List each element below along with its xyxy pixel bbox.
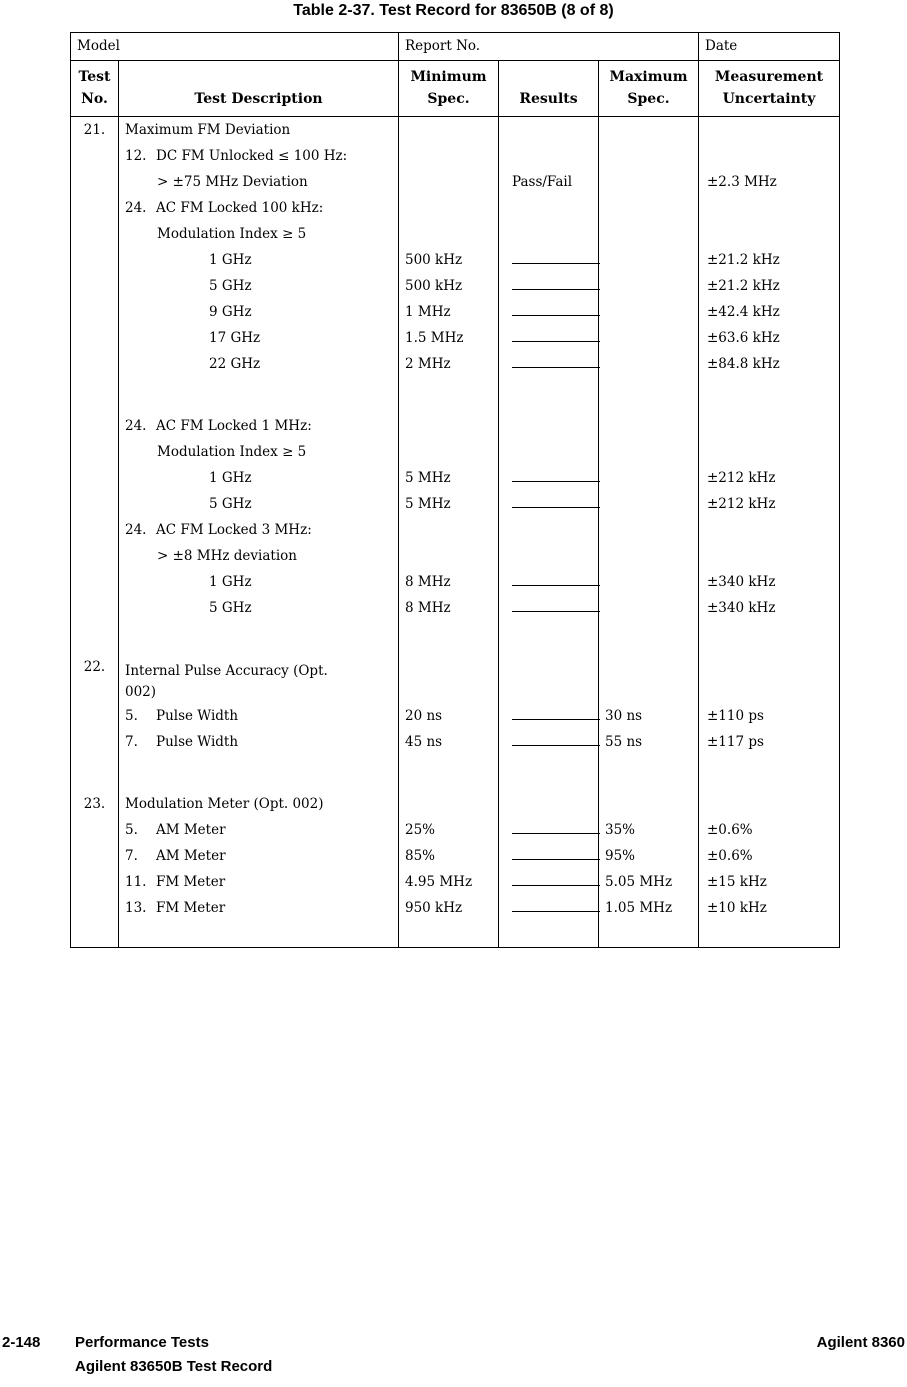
cell-uncertainty: ±0.6% (707, 848, 753, 864)
cell-test-no (71, 569, 119, 595)
table-spacer-row (71, 921, 839, 947)
cell-min-spec: 500 kHz (399, 247, 499, 273)
cell-uncertainty (699, 543, 839, 569)
cell-min-spec: 5 MHz (399, 465, 499, 491)
cell-description (119, 517, 399, 543)
cell-results (499, 517, 599, 543)
cell-max-spec: 5.05 MHz (599, 869, 699, 895)
cell-min-spec (399, 621, 499, 657)
description-text: Internal Pulse Accuracy (Opt. 002) (125, 663, 328, 700)
header-line: Test (78, 69, 111, 85)
cell-description (119, 439, 399, 465)
result-blank-line (512, 595, 600, 612)
cell-description (119, 491, 399, 517)
cell-uncertainty: ±21.2 kHz (707, 252, 780, 268)
table-row (71, 895, 839, 921)
cell-results (499, 895, 599, 921)
cell-test-no (71, 543, 119, 569)
cell-description (119, 755, 399, 791)
cell-results (499, 195, 599, 221)
cell-results (499, 569, 599, 595)
table-row (71, 817, 839, 843)
column-header-uncertainty (699, 61, 839, 116)
cell-min-spec (399, 921, 499, 947)
cell-uncertainty: ±340 kHz (707, 600, 776, 616)
result-blank-line (512, 569, 600, 586)
header-line: Spec. (627, 91, 670, 107)
cell-max-spec (599, 755, 699, 791)
cell-description (119, 273, 399, 299)
sub-item-number: 24. (125, 418, 147, 434)
footer-right: Agilent 8360 (816, 1334, 905, 1351)
cell-uncertainty (699, 791, 839, 817)
column-header-row (71, 61, 839, 117)
cell-description (119, 569, 399, 595)
sub-item-number: 5. (125, 822, 138, 838)
cell-test-no (71, 169, 119, 195)
footer-subsection: Agilent 83650B Test Record (75, 1358, 273, 1375)
table-row (71, 543, 839, 569)
cell-test-no: 21. (71, 117, 119, 143)
cell-min-spec: 1.5 MHz (399, 325, 499, 351)
sub-item-number: 11. (125, 874, 147, 890)
cell-results (499, 325, 599, 351)
cell-description (119, 117, 399, 143)
description-text: 1 GHz (209, 470, 252, 486)
cell-results (499, 351, 599, 377)
cell-description (119, 143, 399, 169)
cell-uncertainty (699, 439, 839, 465)
cell-results (499, 299, 599, 325)
description-text: AC FM Locked 3 MHz: (156, 522, 312, 538)
cell-min-spec (399, 377, 499, 413)
cell-uncertainty: ±84.8 kHz (707, 356, 780, 372)
page-title: Table 2-37. Test Record for 83650B (8 of 8) (293, 2, 614, 19)
cell-max-spec: 35% (599, 817, 699, 843)
cell-test-no (71, 621, 119, 657)
cell-results (499, 729, 599, 755)
cell-test-no (71, 195, 119, 221)
footer-section: Performance Tests (75, 1334, 209, 1351)
cell-results (499, 543, 599, 569)
description-text: FM Meter (156, 874, 226, 890)
cell-min-spec (399, 439, 499, 465)
result-blank-line (512, 491, 600, 508)
cell-uncertainty: ±63.6 kHz (707, 330, 780, 346)
cell-test-no (71, 755, 119, 791)
cell-results (499, 869, 599, 895)
sub-item-number: 12. (125, 148, 147, 164)
cell-max-spec (599, 195, 699, 221)
sub-item-number: 24. (125, 522, 147, 538)
cell-uncertainty (699, 517, 839, 543)
column-header-min-spec (399, 61, 499, 116)
sub-item-number: 24. (125, 200, 147, 216)
cell-results (499, 377, 599, 413)
cell-description (119, 843, 399, 869)
cell-max-spec (599, 517, 699, 543)
cell-description (119, 703, 399, 729)
cell-min-spec: 2 MHz (399, 351, 499, 377)
cell-max-spec (599, 543, 699, 569)
description-text: 5 GHz (209, 496, 252, 512)
cell-uncertainty (699, 621, 839, 657)
cell-uncertainty (699, 413, 839, 439)
cell-max-spec (599, 377, 699, 413)
cell-results (499, 791, 599, 817)
cell-description (119, 169, 399, 195)
column-header-description (119, 61, 399, 116)
cell-description (119, 869, 399, 895)
cell-results (499, 621, 599, 657)
header-line: No. (81, 91, 108, 107)
cell-test-no (71, 351, 119, 377)
cell-test-no (71, 895, 119, 921)
cell-uncertainty: ±212 kHz (707, 470, 776, 486)
cell-max-spec: 1.05 MHz (599, 895, 699, 921)
cell-test-no (71, 325, 119, 351)
cell-uncertainty: ±10 kHz (707, 900, 767, 916)
cell-min-spec (399, 169, 499, 195)
test-record-table (70, 32, 840, 948)
table-spacer-row (71, 377, 839, 413)
table-row (71, 351, 839, 377)
cell-test-no (71, 143, 119, 169)
cell-description (119, 465, 399, 491)
cell-max-spec (599, 221, 699, 247)
table-row (71, 729, 839, 755)
result-blank-line (512, 703, 600, 720)
cell-results (499, 413, 599, 439)
cell-description (119, 195, 399, 221)
cell-test-no (71, 595, 119, 621)
cell-max-spec (599, 351, 699, 377)
cell-description (119, 895, 399, 921)
header-line: Test Description (194, 91, 323, 107)
cell-max-spec (599, 325, 699, 351)
description-text: > ±8 MHz deviation (157, 548, 297, 564)
cell-test-no (71, 465, 119, 491)
footer-line-1 (0, 1332, 907, 1353)
cell-description (119, 247, 399, 273)
result-blank-line (512, 299, 600, 316)
table-row (71, 439, 839, 465)
header-line: Results (519, 91, 578, 107)
table-row (71, 195, 839, 221)
table-row (71, 491, 839, 517)
cell-min-spec (399, 791, 499, 817)
table-row (71, 221, 839, 247)
table-row (71, 413, 839, 439)
table-row (71, 465, 839, 491)
result-blank-line (512, 465, 600, 482)
cell-min-spec: 45 ns (399, 729, 499, 755)
result-blank-line (512, 895, 600, 912)
cell-results (499, 657, 599, 703)
cell-description (119, 657, 399, 703)
result-blank-line (512, 273, 600, 290)
cell-uncertainty (699, 377, 839, 413)
cell-min-spec: 950 kHz (399, 895, 499, 921)
cell-max-spec (599, 595, 699, 621)
cell-max-spec (599, 621, 699, 657)
cell-results (499, 273, 599, 299)
table-row (71, 273, 839, 299)
column-header-test-no (71, 61, 119, 116)
description-text: 1 GHz (209, 252, 252, 268)
cell-min-spec (399, 413, 499, 439)
cell-uncertainty (699, 755, 839, 791)
table-row (71, 869, 839, 895)
cell-results (499, 921, 599, 947)
description-text: AC FM Locked 100 kHz: (156, 200, 324, 216)
result-blank-line (512, 325, 600, 342)
result-blank-line (512, 869, 600, 886)
cell-max-spec (599, 273, 699, 299)
cell-max-spec (599, 117, 699, 143)
cell-test-no (71, 729, 119, 755)
cell-description (119, 621, 399, 657)
cell-results (499, 755, 599, 791)
cell-description (119, 299, 399, 325)
cell-results (499, 117, 599, 143)
cell-test-no (71, 413, 119, 439)
cell-min-spec (399, 143, 499, 169)
description-text: Modulation Meter (Opt. 002) (125, 796, 324, 812)
sub-item-number: 13. (125, 900, 147, 916)
cell-max-spec (599, 791, 699, 817)
cell-min-spec (399, 517, 499, 543)
cell-min-spec (399, 221, 499, 247)
cell-max-spec (599, 247, 699, 273)
cell-min-spec (399, 657, 499, 703)
cell-min-spec: 1 MHz (399, 299, 499, 325)
cell-uncertainty: ±15 kHz (707, 874, 767, 890)
description-text: Modulation Index ≥ 5 (157, 444, 307, 460)
cell-uncertainty (699, 143, 839, 169)
cell-min-spec: 85% (399, 843, 499, 869)
cell-uncertainty: ±42.4 kHz (707, 304, 780, 320)
cell-results (499, 703, 599, 729)
cell-test-no (71, 491, 119, 517)
cell-description (119, 729, 399, 755)
cell-description (119, 543, 399, 569)
cell-test-no (71, 869, 119, 895)
header-line: Minimum (410, 69, 487, 85)
description-text: FM Meter (156, 900, 226, 916)
cell-min-spec: 4.95 MHz (399, 869, 499, 895)
meta-header-row (71, 33, 839, 61)
cell-results (499, 247, 599, 273)
table-spacer-row (71, 755, 839, 791)
cell-uncertainty: ±0.6% (707, 822, 753, 838)
table-row (71, 325, 839, 351)
cell-uncertainty (699, 195, 839, 221)
cell-test-no (71, 221, 119, 247)
cell-test-no: 22. (71, 657, 119, 703)
sub-item-number: 7. (125, 848, 138, 864)
header-line (119, 66, 398, 88)
cell-uncertainty: ±117 ps (707, 734, 764, 750)
cell-max-spec (599, 465, 699, 491)
cell-description (119, 791, 399, 817)
cell-description (119, 221, 399, 247)
table-row (71, 791, 839, 817)
cell-results (499, 817, 599, 843)
column-header-max-spec (599, 61, 699, 116)
cell-min-spec (399, 117, 499, 143)
header-line: Measurement (714, 69, 824, 85)
cell-test-no (71, 843, 119, 869)
cell-results (499, 843, 599, 869)
table-body (71, 117, 839, 947)
header-line (499, 66, 598, 88)
table-row (71, 117, 839, 143)
cell-results (499, 491, 599, 517)
table-row (71, 247, 839, 273)
result-blank-line (512, 817, 600, 834)
cell-max-spec: 30 ns (599, 703, 699, 729)
cell-max-spec (599, 439, 699, 465)
table-row (71, 657, 839, 703)
table-row (71, 703, 839, 729)
description-text: AM Meter (156, 848, 226, 864)
cell-test-no (71, 247, 119, 273)
table-row (71, 843, 839, 869)
description-text: DC FM Unlocked ≤ 100 Hz: (156, 148, 348, 164)
cell-uncertainty: ±212 kHz (707, 496, 776, 512)
table-spacer-row (71, 621, 839, 657)
page-number: 2-148 (2, 1334, 41, 1351)
cell-min-spec (399, 543, 499, 569)
header-line: Spec. (427, 91, 470, 107)
description-text: Modulation Index ≥ 5 (157, 226, 307, 242)
result-blank-line (512, 351, 600, 368)
cell-description (119, 595, 399, 621)
cell-min-spec: 8 MHz (399, 569, 499, 595)
cell-max-spec (599, 491, 699, 517)
cell-min-spec: 20 ns (399, 703, 499, 729)
cell-min-spec: 25% (399, 817, 499, 843)
cell-min-spec (399, 195, 499, 221)
cell-min-spec: 5 MHz (399, 491, 499, 517)
description-text: 1 GHz (209, 574, 252, 590)
sub-item-number: 7. (125, 734, 138, 750)
page-footer (0, 1332, 907, 1377)
table-row (71, 169, 839, 195)
cell-test-no: 23. (71, 791, 119, 817)
table-row (71, 595, 839, 621)
cell-test-no (71, 439, 119, 465)
cell-max-spec (599, 143, 699, 169)
cell-test-no (71, 703, 119, 729)
table-row (71, 299, 839, 325)
cell-max-spec: 95% (599, 843, 699, 869)
description-text: 9 GHz (209, 304, 252, 320)
description-text: > ±75 MHz Deviation (157, 174, 308, 190)
cell-uncertainty: ±340 kHz (707, 574, 776, 590)
cell-min-spec: 500 kHz (399, 273, 499, 299)
cell-results (499, 465, 599, 491)
cell-description (119, 413, 399, 439)
cell-description (119, 921, 399, 947)
result-blank-line (512, 729, 600, 746)
cell-max-spec (599, 657, 699, 703)
cell-uncertainty: ±110 ps (707, 708, 764, 724)
cell-results (499, 221, 599, 247)
meta-cell-date: Date (705, 38, 738, 54)
cell-description (119, 351, 399, 377)
cell-max-spec (599, 169, 699, 195)
cell-results: Pass/Fail (499, 169, 599, 195)
description-text: Maximum FM Deviation (125, 122, 291, 138)
description-text: Pulse Width (156, 734, 239, 750)
description-text: Pulse Width (156, 708, 239, 724)
table-row (71, 143, 839, 169)
cell-test-no (71, 377, 119, 413)
cell-uncertainty (699, 921, 839, 947)
cell-max-spec: 55 ns (599, 729, 699, 755)
cell-uncertainty (699, 117, 839, 143)
cell-results (499, 143, 599, 169)
cell-results (499, 595, 599, 621)
cell-description (119, 377, 399, 413)
description-text: 22 GHz (209, 356, 261, 372)
cell-results (499, 439, 599, 465)
result-blank-line (512, 843, 600, 860)
table-row (71, 569, 839, 595)
cell-test-no (71, 273, 119, 299)
meta-cell-report-no: Report No. (399, 33, 699, 60)
result-blank-line (512, 247, 600, 264)
header-line: Uncertainty (722, 91, 816, 107)
header-line: Maximum (609, 69, 688, 85)
cell-test-no (71, 299, 119, 325)
description-text: AM Meter (156, 822, 226, 838)
description-text: 17 GHz (209, 330, 261, 346)
cell-uncertainty: ±2.3 MHz (707, 174, 777, 190)
cell-description (119, 325, 399, 351)
column-header-results (499, 61, 599, 116)
cell-description (119, 817, 399, 843)
cell-test-no (71, 517, 119, 543)
description-text: AC FM Locked 1 MHz: (156, 418, 312, 434)
cell-uncertainty: ±21.2 kHz (707, 278, 780, 294)
sub-item-number: 5. (125, 708, 138, 724)
cell-uncertainty (699, 657, 839, 703)
cell-max-spec (599, 569, 699, 595)
description-text: 5 GHz (209, 278, 252, 294)
table-row (71, 517, 839, 543)
cell-max-spec (599, 413, 699, 439)
cell-uncertainty (699, 221, 839, 247)
cell-max-spec (599, 921, 699, 947)
meta-cell-model: Model (71, 33, 399, 60)
cell-max-spec (599, 299, 699, 325)
cell-min-spec: 8 MHz (399, 595, 499, 621)
cell-min-spec (399, 755, 499, 791)
cell-test-no (71, 921, 119, 947)
cell-test-no (71, 817, 119, 843)
description-text: 5 GHz (209, 600, 252, 616)
